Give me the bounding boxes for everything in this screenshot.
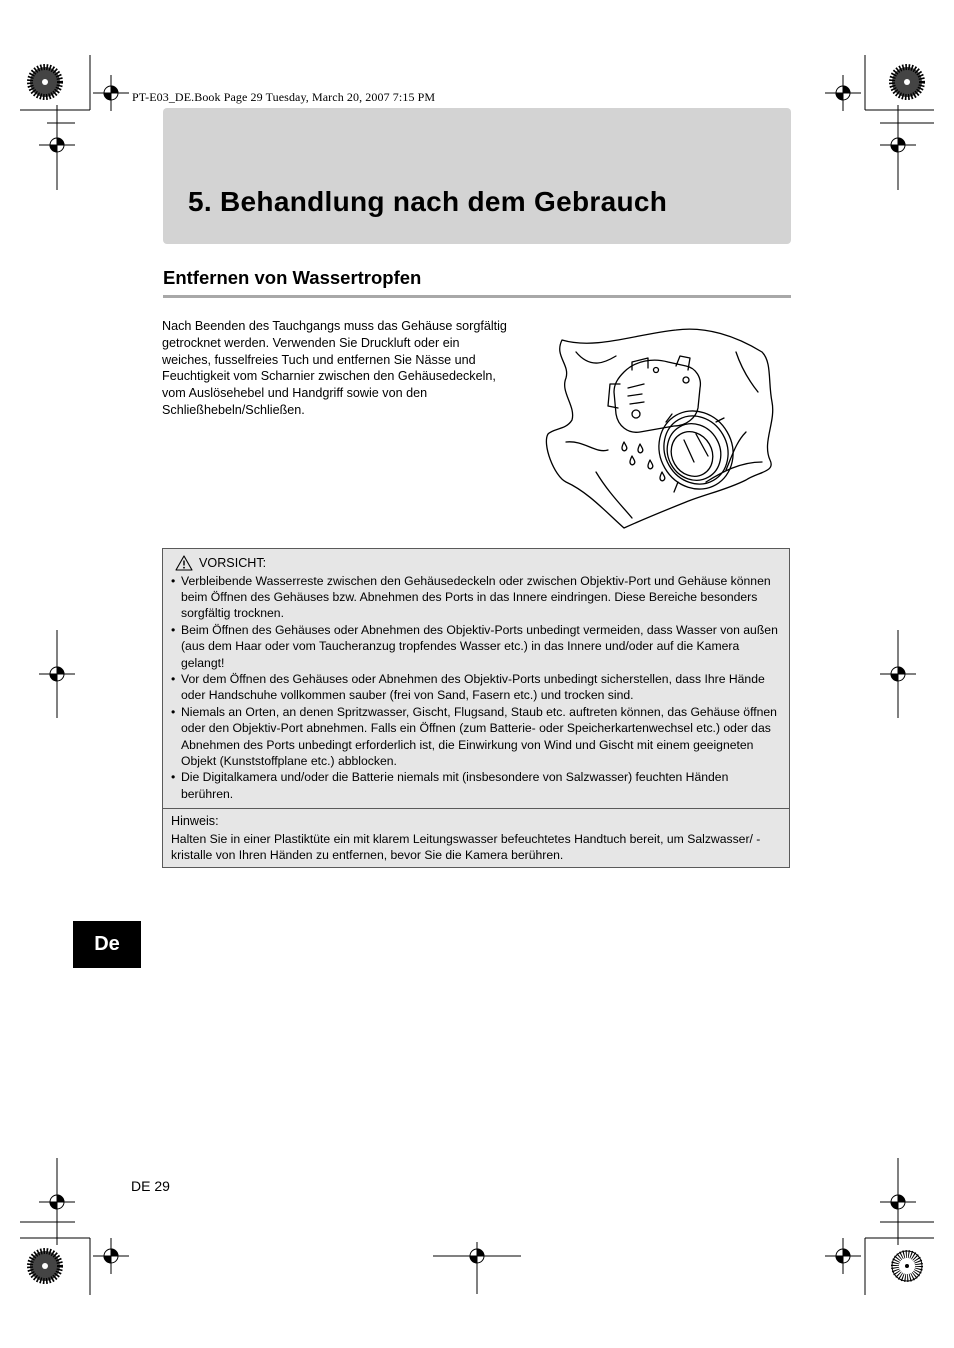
caution-item-text: Beim Öffnen des Gehäuses oder Abnehmen des Objektiv-Ports unbedingt vermeiden, dass Wasser von außen (aus dem Haar oder vom Taucheranzug tropfendes Wasser etc.) in das Innere und/oder auf die Kamera gelangt! — [181, 623, 778, 670]
caution-item — [169, 671, 781, 703]
caution-item — [169, 769, 781, 801]
section-heading: Entfernen von Wassertropfen — [163, 267, 422, 288]
bullet: • — [171, 623, 176, 638]
chapter-title: 5. Behandlung nach dem Gebrauch — [188, 186, 668, 217]
camera-housing-in-towel-illustration — [536, 322, 782, 534]
caution-item-text: Niemals an Orten, an denen Spritzwasser, Gischt, Flugsand, Staub etc. auftreten können, das Gehäuse öffnen oder den Objektiv-Port abnehmen. Falls ein Öffnen (zum Batterie- oder Speicherkartenwechsel etc.) oder das Abnehmen des Ports unbedingt erforderlich ist, die Einwirkung von Wind und Gischt mit einem geeigneten Objekt (Kunststoffplane etc.) abblocken. — [181, 705, 777, 768]
caution-item — [169, 704, 781, 769]
caution-list — [169, 573, 781, 802]
caution-note-divider — [163, 808, 789, 809]
bullet: • — [171, 672, 176, 687]
caution-item-text: Verbleibende Wasserreste zwischen den Gehäusedeckeln oder zwischen Objektiv-Port und Gehäuse können beim Öffnen des Gehäuses bzw. Abnehmen des Ports in das Innere eindringen. Diese Bereiche besonders sorgfältig trocknen. — [181, 574, 771, 621]
caution-header — [175, 555, 266, 571]
caution-box — [162, 548, 790, 868]
intro-paragraph: Nach Beenden des Tauchgangs muss das Gehäuse sorgfältig getrocknet werden. Verwenden Sie Druckluft oder ein weiches, fusselfreies Tuch und entfernen Sie Nässe und Feuchtigkeit vom Scharnier zwischen den Gehäusedeckeln, vom Auslösehebel und Handgriff sowie von den Schließhebeln/Schließen. — [162, 319, 507, 417]
chapter-title-box — [163, 108, 791, 244]
bullet: • — [171, 574, 176, 588]
bullet: • — [171, 705, 176, 720]
language-tab: De — [73, 921, 141, 968]
note-text: Halten Sie in einer Plastiktüte ein mit klarem Leitungswasser befeuchtetes Handtuch bereit, um Salzwasser/ -kristalle von Ihren Händen zu entfernen, bevor Sie die Kamera berühren. — [171, 832, 761, 863]
bullet: • — [171, 770, 176, 785]
note-label: Hinweis: — [171, 814, 219, 828]
warning-triangle-icon — [175, 555, 193, 571]
caution-item-text: Die Digitalkamera und/oder die Batterie niemals mit (insbesondere von Salzwasser) feuchten Händen berühren. — [181, 770, 729, 801]
caution-item — [169, 622, 781, 671]
caution-label: VORSICHT: — [199, 556, 267, 570]
section-divider — [163, 295, 791, 298]
print-header: PT-E03_DE.Book Page 29 Tuesday, March 20, 2007 7:15 PM — [132, 90, 436, 104]
caution-item-text: Vor dem Öffnen des Gehäuses oder Abnehmen des Objektiv-Ports unbedingt sicherstellen, dass Ihre Hände oder Handschuhe vollkommen sauber (frei von Sand, Fasern etc.) und trocken sind. — [181, 672, 765, 703]
page-number: DE 29 — [131, 1178, 170, 1194]
caution-item — [169, 573, 781, 622]
